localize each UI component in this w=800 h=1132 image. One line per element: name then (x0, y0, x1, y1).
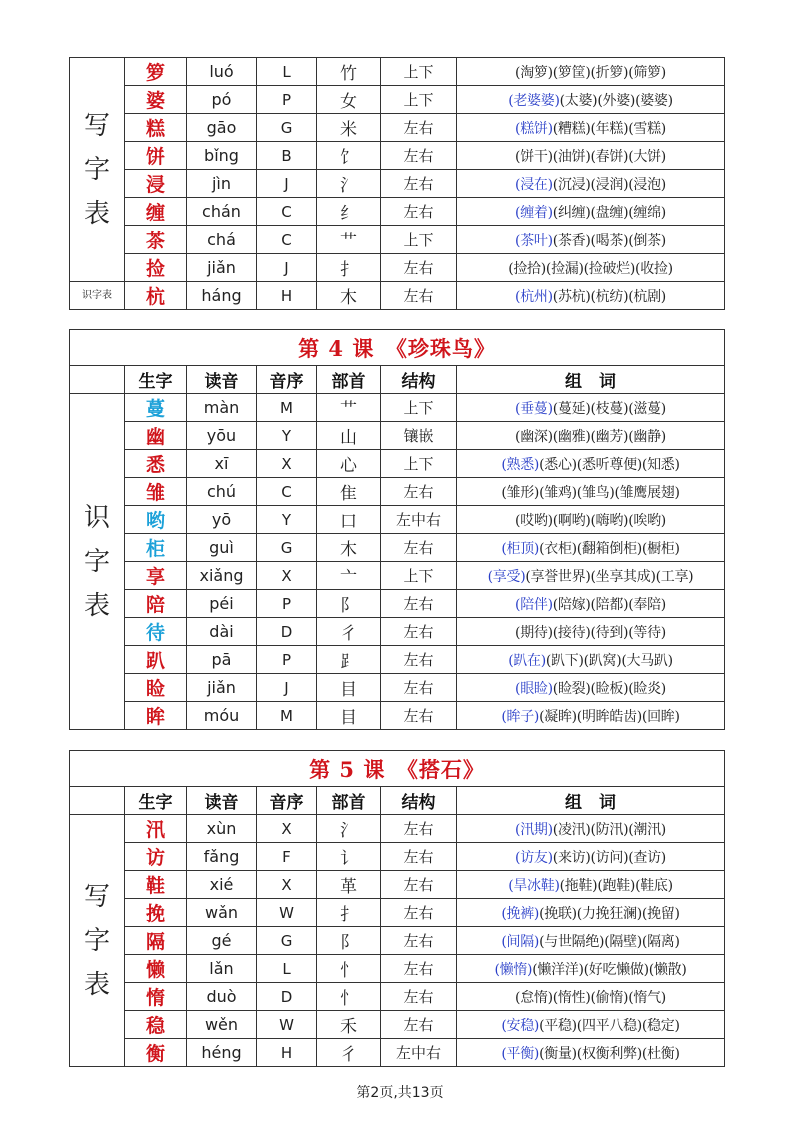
table-row (70, 590, 725, 618)
initial-letter: M (257, 394, 317, 422)
pinyin: chán (187, 198, 257, 226)
pinyin: pó (187, 86, 257, 114)
highlighted-word: (垂蔓) (515, 400, 553, 417)
table-row (70, 226, 725, 254)
initial-letter: L (257, 58, 317, 86)
structure: 左右 (381, 1011, 457, 1039)
table-row (70, 422, 725, 450)
word-combinations (457, 927, 725, 955)
new-character: 趴 (125, 646, 187, 674)
section-label: 写 字 表 (70, 58, 125, 282)
highlighted-word: (旱冰鞋) (508, 877, 560, 894)
pinyin: háng (187, 282, 257, 310)
radical: 亠 (317, 562, 381, 590)
new-character: 待 (125, 618, 187, 646)
highlighted-word: (享受) (487, 568, 526, 585)
new-character: 挽 (125, 899, 187, 927)
initial-letter: G (257, 114, 317, 142)
header-blank (70, 787, 125, 815)
word-combinations (457, 86, 725, 114)
table-row (70, 1039, 725, 1067)
highlighted-word: (熟悉) (501, 456, 540, 473)
pinyin: péi (187, 590, 257, 618)
initial-letter: C (257, 198, 317, 226)
word-combinations (457, 646, 725, 674)
table-row (70, 927, 725, 955)
new-character: 访 (125, 843, 187, 871)
header-radical: 部首 (317, 787, 381, 815)
table-row (70, 478, 725, 506)
radical: 艹 (317, 394, 381, 422)
word-combinations (457, 226, 725, 254)
word-combinations (457, 618, 725, 646)
character-table-lesson-3-continued (69, 57, 725, 310)
structure: 上下 (381, 394, 457, 422)
table-row (70, 86, 725, 114)
new-character: 雏 (125, 478, 187, 506)
radical: 木 (317, 534, 381, 562)
radical: 忄 (317, 983, 381, 1011)
highlighted-word: (安稳) (501, 1017, 540, 1034)
highlighted-word: (访友) (515, 849, 553, 866)
radical: 饣 (317, 142, 381, 170)
table2-body (70, 394, 725, 730)
new-character: 婆 (125, 86, 187, 114)
new-character: 睑 (125, 674, 187, 702)
table-row (70, 198, 725, 226)
lesson-title: 第 4 课 《珍珠鸟》 (70, 330, 725, 366)
other-words: (挽联)(力挽狂澜)(挽留) (539, 905, 680, 922)
word-combinations (457, 674, 725, 702)
header-structure: 结构 (381, 366, 457, 394)
word-combinations (457, 1039, 725, 1067)
initial-letter: D (257, 618, 317, 646)
initial-letter: J (257, 674, 317, 702)
structure: 左右 (381, 702, 457, 730)
radical: 禾 (317, 1011, 381, 1039)
structure: 左右 (381, 170, 457, 198)
structure: 左右 (381, 646, 457, 674)
other-words: (沉浸)(浸润)(浸泡) (552, 176, 666, 193)
new-character: 幽 (125, 422, 187, 450)
header-char: 生字 (125, 787, 187, 815)
pinyin: chú (187, 478, 257, 506)
pinyin: wěn (187, 1011, 257, 1039)
pinyin: xié (187, 871, 257, 899)
table-row (70, 282, 725, 310)
pinyin: duò (187, 983, 257, 1011)
header-char: 生字 (125, 366, 187, 394)
header-pinyin: 读音 (187, 787, 257, 815)
character-table-lesson-4 (69, 329, 725, 730)
initial-letter: X (257, 562, 317, 590)
radical: 纟 (317, 198, 381, 226)
structure: 左右 (381, 478, 457, 506)
other-words: (陪嫁)(陪都)(奉陪) (552, 596, 666, 613)
word-combinations (457, 114, 725, 142)
other-words: (睑裂)(睑板)(睑炎) (552, 680, 666, 697)
radical: ⻊ (317, 646, 381, 674)
radical: 扌 (317, 899, 381, 927)
highlighted-word: (老婆婆) (508, 92, 560, 109)
table-row (70, 674, 725, 702)
structure: 左中右 (381, 506, 457, 534)
word-combinations (457, 198, 725, 226)
character-table-lesson-5 (69, 750, 725, 1067)
highlighted-word: (平衡) (501, 1045, 540, 1062)
pinyin: pā (187, 646, 257, 674)
radical: 彳 (317, 618, 381, 646)
other-words: (太婆)(外婆)(婆婆) (559, 92, 673, 109)
initial-letter: X (257, 815, 317, 843)
pinyin: yō (187, 506, 257, 534)
other-words: (苏杭)(杭纺)(杭剧) (552, 288, 666, 305)
structure: 上下 (381, 86, 457, 114)
structure: 左右 (381, 618, 457, 646)
table-row (70, 450, 725, 478)
other-words: (雏形)(雏鸡)(雏鸟)(雏鹰展翅) (501, 484, 680, 501)
other-words: (哎哟)(啊哟)(嗨哟)(唉哟) (515, 512, 666, 529)
table-row (70, 702, 725, 730)
table-row (70, 534, 725, 562)
header-words: 组 词 (457, 366, 725, 394)
pinyin: yōu (187, 422, 257, 450)
new-character: 哟 (125, 506, 187, 534)
pinyin: gé (187, 927, 257, 955)
radical: 阝 (317, 927, 381, 955)
initial-letter: G (257, 534, 317, 562)
table-row (70, 955, 725, 983)
new-character: 柜 (125, 534, 187, 562)
initial-letter: W (257, 899, 317, 927)
radical: 目 (317, 674, 381, 702)
initial-letter: H (257, 1039, 317, 1067)
initial-letter: P (257, 590, 317, 618)
pinyin: jìn (187, 170, 257, 198)
word-combinations (457, 843, 725, 871)
initial-letter: M (257, 702, 317, 730)
initial-letter: D (257, 983, 317, 1011)
table-row (70, 142, 725, 170)
new-character: 眸 (125, 702, 187, 730)
structure: 左右 (381, 534, 457, 562)
new-character: 懒 (125, 955, 187, 983)
table-row (70, 1011, 725, 1039)
section-label: 写 字 表 (70, 815, 125, 1067)
other-words: (拖鞋)(跑鞋)(鞋底) (559, 877, 673, 894)
radical: 口 (317, 506, 381, 534)
radical: 革 (317, 871, 381, 899)
new-character: 悉 (125, 450, 187, 478)
highlighted-word: (汛期) (515, 821, 553, 838)
radical: 氵 (317, 815, 381, 843)
radical: 艹 (317, 226, 381, 254)
initial-letter: J (257, 170, 317, 198)
table-row (70, 170, 725, 198)
word-combinations (457, 58, 725, 86)
highlighted-word: (趴在) (508, 652, 546, 669)
structure: 左右 (381, 843, 457, 871)
initial-letter: Y (257, 506, 317, 534)
new-character: 蔓 (125, 394, 187, 422)
new-character: 稳 (125, 1011, 187, 1039)
initial-letter: P (257, 646, 317, 674)
structure: 上下 (381, 226, 457, 254)
table-row (70, 506, 725, 534)
word-combinations (457, 142, 725, 170)
table-header-row (70, 787, 725, 815)
initial-letter: C (257, 226, 317, 254)
new-character: 糕 (125, 114, 187, 142)
word-combinations (457, 394, 725, 422)
header-structure: 结构 (381, 787, 457, 815)
other-words: (凌汛)(防汛)(潮汛) (552, 821, 666, 838)
header-pinyin: 读音 (187, 366, 257, 394)
pinyin: dài (187, 618, 257, 646)
pinyin: wǎn (187, 899, 257, 927)
section-label: 识 字 表 (70, 394, 125, 730)
structure: 镶嵌 (381, 422, 457, 450)
pinyin: xiǎng (187, 562, 257, 590)
other-words: (糟糕)(年糕)(雪糕) (552, 120, 666, 137)
word-combinations (457, 506, 725, 534)
word-combinations (457, 702, 725, 730)
pinyin: lǎn (187, 955, 257, 983)
highlighted-word: (糕饼) (515, 120, 553, 137)
table-row (70, 254, 725, 282)
highlighted-word: (间隔) (501, 933, 540, 950)
new-character: 隔 (125, 927, 187, 955)
initial-letter: F (257, 843, 317, 871)
table3-body (70, 815, 725, 1067)
radical: 女 (317, 86, 381, 114)
other-words: (趴下)(趴窝)(大马趴) (545, 652, 673, 669)
header-seq: 音序 (257, 787, 317, 815)
other-words: (享誉世界)(坐享其成)(工享) (525, 568, 694, 585)
radical: 目 (317, 702, 381, 730)
word-combinations (457, 450, 725, 478)
pinyin: xī (187, 450, 257, 478)
radical: 隹 (317, 478, 381, 506)
new-character: 汛 (125, 815, 187, 843)
word-combinations (457, 478, 725, 506)
structure: 左中右 (381, 1039, 457, 1067)
table-row (70, 618, 725, 646)
other-words: (蔓延)(枝蔓)(滋蔓) (552, 400, 666, 417)
radical: 木 (317, 282, 381, 310)
other-words: (衡量)(权衡利弊)(杜衡) (539, 1045, 680, 1062)
initial-letter: L (257, 955, 317, 983)
radical: 彳 (317, 1039, 381, 1067)
structure: 左右 (381, 114, 457, 142)
table-row (70, 58, 725, 86)
pinyin: fǎng (187, 843, 257, 871)
radical: 山 (317, 422, 381, 450)
initial-letter: X (257, 450, 317, 478)
highlighted-word: (陪伴) (515, 596, 553, 613)
new-character: 衡 (125, 1039, 187, 1067)
word-combinations (457, 170, 725, 198)
header-radical: 部首 (317, 366, 381, 394)
pinyin: bǐng (187, 142, 257, 170)
structure: 左右 (381, 955, 457, 983)
structure: 左右 (381, 815, 457, 843)
structure: 左右 (381, 282, 457, 310)
structure: 左右 (381, 927, 457, 955)
pinyin: héng (187, 1039, 257, 1067)
highlighted-word: (眼睑) (515, 680, 553, 697)
table-row (70, 815, 725, 843)
other-words: (悉心)(悉听尊便)(知悉) (539, 456, 680, 473)
pinyin: màn (187, 394, 257, 422)
table-row (70, 843, 725, 871)
word-combinations (457, 955, 725, 983)
highlighted-word: (眸子) (501, 708, 540, 725)
word-combinations (457, 590, 725, 618)
structure: 左右 (381, 871, 457, 899)
word-combinations (457, 871, 725, 899)
new-character: 陪 (125, 590, 187, 618)
structure: 上下 (381, 562, 457, 590)
structure: 左右 (381, 899, 457, 927)
pinyin: chá (187, 226, 257, 254)
new-character: 捡 (125, 254, 187, 282)
structure: 左右 (381, 590, 457, 618)
header-blank (70, 366, 125, 394)
new-character: 饼 (125, 142, 187, 170)
new-character: 杭 (125, 282, 187, 310)
new-character: 浸 (125, 170, 187, 198)
table-row (70, 983, 725, 1011)
other-words: (来访)(访问)(查访) (552, 849, 666, 866)
highlighted-word: (杭州) (515, 288, 553, 305)
pinyin: guì (187, 534, 257, 562)
pinyin: gāo (187, 114, 257, 142)
structure: 左右 (381, 983, 457, 1011)
initial-letter: B (257, 142, 317, 170)
new-character: 茶 (125, 226, 187, 254)
initial-letter: W (257, 1011, 317, 1039)
radical: 竹 (317, 58, 381, 86)
structure: 左右 (381, 254, 457, 282)
initial-letter: P (257, 86, 317, 114)
table-row (70, 114, 725, 142)
highlighted-word: (懒惰) (494, 961, 533, 978)
other-words: (凝眸)(明眸皓齿)(回眸) (539, 708, 680, 725)
structure: 上下 (381, 450, 457, 478)
header-words: 组 词 (457, 787, 725, 815)
structure: 左右 (381, 674, 457, 702)
word-combinations (457, 815, 725, 843)
highlighted-word: (缠着) (515, 204, 553, 221)
word-combinations (457, 534, 725, 562)
other-words: (衣柜)(翻箱倒柜)(橱柜) (539, 540, 680, 557)
initial-letter: X (257, 871, 317, 899)
other-words: (淘箩)(箩筐)(折箩)(筛箩) (515, 64, 666, 81)
radical: 心 (317, 450, 381, 478)
word-combinations (457, 562, 725, 590)
table-row (70, 871, 725, 899)
initial-letter: H (257, 282, 317, 310)
pinyin: jiǎn (187, 254, 257, 282)
new-character: 箩 (125, 58, 187, 86)
radical: 阝 (317, 590, 381, 618)
other-words: (纠缠)(盘缠)(缠绵) (552, 204, 666, 221)
table-row (70, 562, 725, 590)
other-words: (捡拾)(捡漏)(捡破烂)(收捡) (508, 260, 673, 277)
highlighted-word: (挽裤) (501, 905, 540, 922)
pinyin: luó (187, 58, 257, 86)
initial-letter: Y (257, 422, 317, 450)
lesson-title: 第 5 课 《搭石》 (70, 751, 725, 787)
new-character: 缠 (125, 198, 187, 226)
pinyin: xùn (187, 815, 257, 843)
initial-letter: C (257, 478, 317, 506)
highlighted-word: (浸在) (515, 176, 553, 193)
initial-letter: J (257, 254, 317, 282)
highlighted-word: (柜顶) (501, 540, 540, 557)
new-character: 享 (125, 562, 187, 590)
structure: 左右 (381, 198, 457, 226)
other-words: (怠惰)(惰性)(偷惰)(惰气) (515, 989, 666, 1006)
table-row (70, 899, 725, 927)
page-footer: 第2页,共13页 (356, 1085, 444, 1101)
other-words: (期待)(接待)(待到)(等待) (515, 624, 666, 641)
other-words: (平稳)(四平八稳)(稳定) (539, 1017, 680, 1034)
radical: 米 (317, 114, 381, 142)
highlighted-word: (茶叶) (515, 232, 553, 249)
radical: 氵 (317, 170, 381, 198)
other-words: (懒洋洋)(好吃懒做)(懒散) (532, 961, 687, 978)
new-character: 鞋 (125, 871, 187, 899)
word-combinations (457, 282, 725, 310)
table-row (70, 394, 725, 422)
radical: 忄 (317, 955, 381, 983)
initial-letter: G (257, 927, 317, 955)
word-combinations (457, 422, 725, 450)
word-combinations (457, 254, 725, 282)
structure: 左右 (381, 142, 457, 170)
pinyin: jiǎn (187, 674, 257, 702)
structure: 上下 (381, 58, 457, 86)
other-words: (幽深)(幽雅)(幽芳)(幽静) (515, 428, 666, 445)
word-combinations (457, 899, 725, 927)
table-row (70, 646, 725, 674)
radical: 讠 (317, 843, 381, 871)
table1-body (70, 58, 725, 310)
pinyin: móu (187, 702, 257, 730)
word-combinations (457, 1011, 725, 1039)
header-seq: 音序 (257, 366, 317, 394)
other-words: (茶香)(喝茶)(倒茶) (552, 232, 666, 249)
table-header-row (70, 366, 725, 394)
section-label: 识字表 (70, 282, 125, 310)
new-character: 惰 (125, 983, 187, 1011)
radical: 扌 (317, 254, 381, 282)
other-words: (饼干)(油饼)(春饼)(大饼) (515, 148, 666, 165)
other-words: (与世隔绝)(隔壁)(隔离) (539, 933, 680, 950)
word-combinations (457, 983, 725, 1011)
